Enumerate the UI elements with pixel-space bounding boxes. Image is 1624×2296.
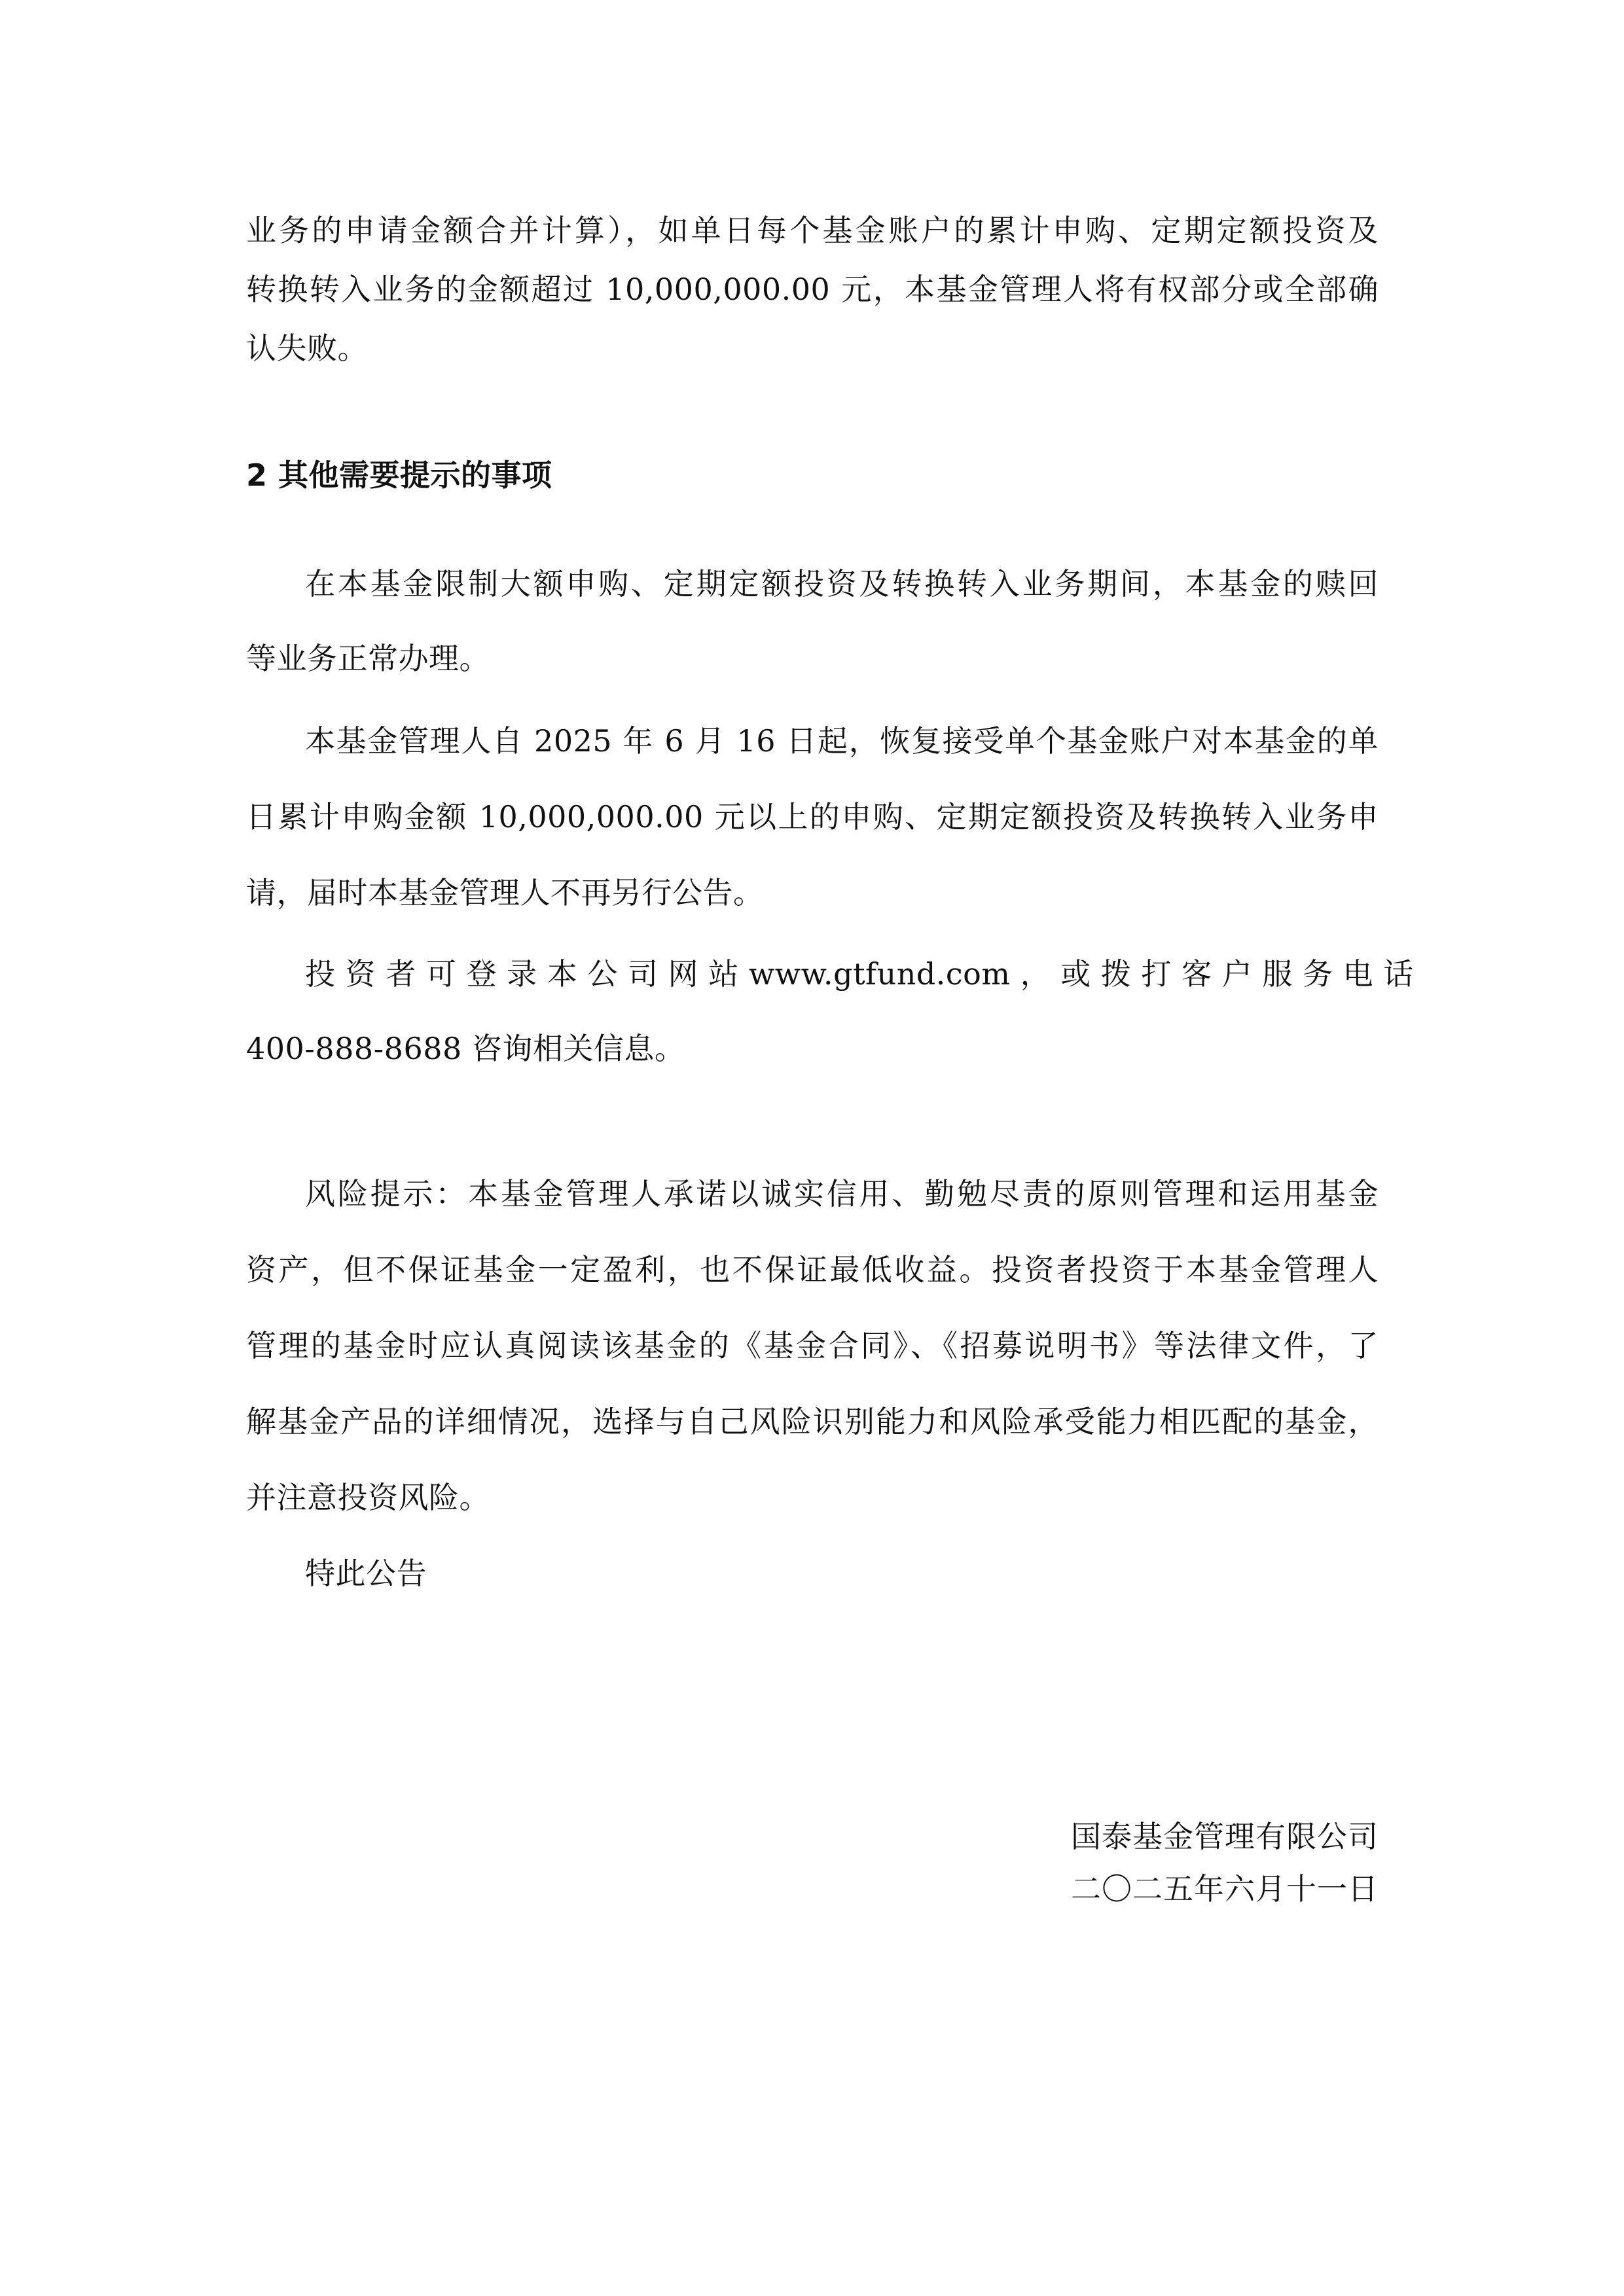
closing-text: 特此公告 [305, 1556, 427, 1591]
para2-line-1: 本基金管理人自 2025 年 6 月 16 日起，恢复接受单个基金账户对本基金的单 [305, 723, 1379, 759]
intro-line-2: 转换转入业务的金额超过 10,000,000.00 元，本基金管理人将有权部分或全部确 [246, 272, 1379, 307]
para2-line-2: 日累计申购金额 10,000,000.00 元以上的申购、定期定额投资及转换转入业务申 [246, 799, 1379, 834]
para1-line-2: 等业务正常办理。 [246, 641, 490, 676]
signature-company: 国泰基金管理有限公司 [1071, 1819, 1379, 1854]
para2-line-3: 请，届时本基金管理人不再另行公告。 [246, 875, 764, 910]
risk-line-5: 并注意投资风险。 [246, 1480, 490, 1515]
intro-line-1: 业务的申请金额合并计算），如单日每个基金账户的累计申购、定期定额投资及 [246, 213, 1379, 248]
risk-line-3: 管理的基金时应认真阅读该基金的《基金合同》、《招募说明书》等法律文件，了 [246, 1328, 1379, 1363]
intro-line-3: 认失败。 [246, 331, 368, 366]
para1-line-1: 在本基金限制大额申购、定期定额投资及转换转入业务期间，本基金的赎回 [305, 566, 1379, 601]
section-heading: 2 其他需要提示的事项 [246, 457, 552, 493]
risk-line-1: 风险提示：本基金管理人承诺以诚实信用、勤勉尽责的原则管理和运用基金 [305, 1176, 1379, 1211]
para3-line-1: 投 资 者 可 登 录 本 公 司 网 站 www.gtfund.com ， 或 拨 打 客 户 服 务 电 话 [305, 956, 1414, 992]
risk-line-4: 解基金产品的详细情况，选择与自己风险识别能力和风险承受能力相匹配的基金， [246, 1404, 1379, 1439]
signature-date: 二〇二五年六月十一日 [1071, 1871, 1379, 1907]
risk-line-2: 资产，但不保证基金一定盈利，也不保证最低收益。投资者投资于本基金管理人 [246, 1252, 1379, 1287]
para3-line-2: 400-888-8688 咨询相关信息。 [246, 1031, 685, 1066]
